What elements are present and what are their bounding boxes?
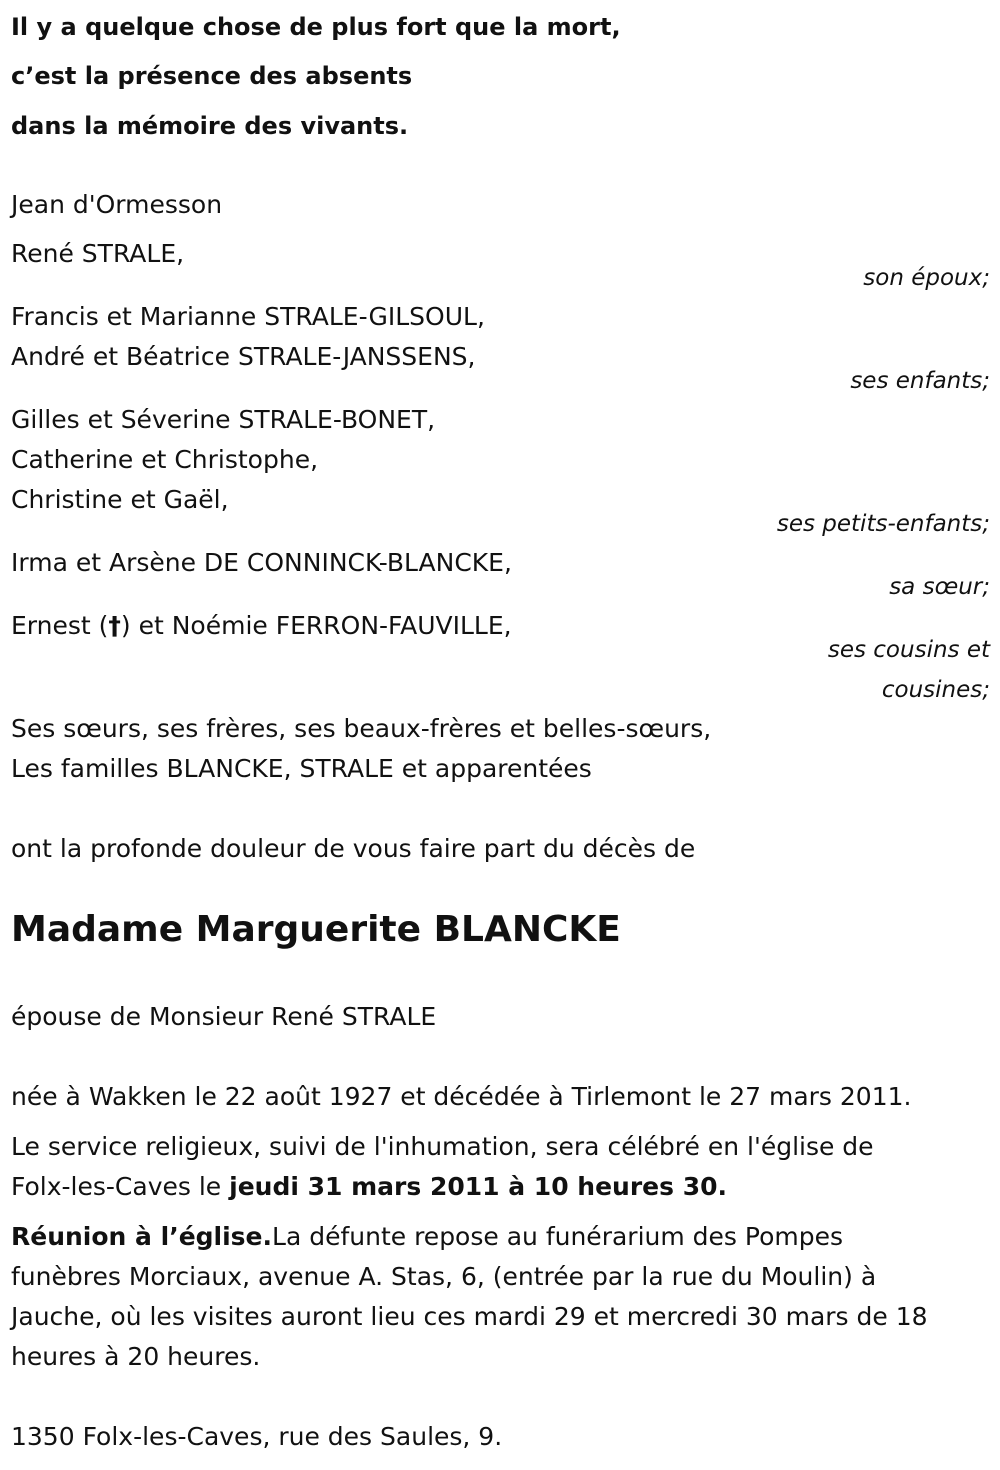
quote-line-2: c’est la présence des absents	[11, 62, 413, 90]
visit-lead: Réunion à l’église.	[11, 1222, 273, 1251]
sister-name: Irma et Arsène DE CONNINCK-BLANCKE,	[11, 548, 512, 577]
service-line-2	[11, 1172, 727, 1202]
visit-line-4: heures à 20 heures.	[11, 1342, 261, 1371]
other-relatives-line-2: Les familles BLANCKE, STRALE et apparentées	[11, 754, 592, 783]
husband-name: René STRALE,	[11, 239, 185, 268]
quote-author: Jean d'Ormesson	[11, 190, 223, 219]
cousins-relation-line-2: cousines;	[881, 677, 990, 703]
deceased-name: Madame Marguerite BLANCKE	[11, 909, 621, 950]
cousins-name-before: Ernest (	[11, 611, 109, 640]
cross-symbol: †	[108, 611, 121, 640]
cousins-name	[11, 611, 512, 641]
quote-line-1: Il y a quelque chose de plus fort que la mort,	[11, 13, 621, 41]
grandchild-name-3: Christine et Gaël,	[11, 485, 229, 514]
deceased-dates: née à Wakken le 22 août 1927 et décédée à Tirlemont le 27 mars 2011.	[11, 1082, 912, 1111]
service-line-1: Le service religieux, suivi de l'inhumation, sera célébré en l'église de	[11, 1132, 874, 1161]
deceased-spouse: épouse de Monsieur René STRALE	[11, 1002, 437, 1031]
visit-line-3: Jauche, où les visites auront lieu ces mardi 29 et mercredi 30 mars de 18	[11, 1302, 928, 1331]
visit-line-2: funèbres Morciaux, avenue A. Stas, 6, (entrée par la rue du Moulin) à	[11, 1262, 877, 1291]
address: 1350 Folx-les-Caves, rue des Saules, 9.	[11, 1422, 503, 1451]
husband-relation: son époux;	[863, 265, 990, 291]
grandchild-name-2: Catherine et Christophe,	[11, 445, 319, 474]
service-datetime: jeudi 31 mars 2011 à 10 heures 30.	[229, 1172, 728, 1201]
cousins-relation-line-1: ses cousins et	[827, 637, 990, 663]
children-relation: ses enfants;	[850, 368, 990, 394]
visit-line-1	[11, 1222, 843, 1252]
grandchild-name-1: Gilles et Séverine STRALE-BONET,	[11, 405, 436, 434]
quote-line-3: dans la mémoire des vivants.	[11, 112, 409, 140]
other-relatives-line-1: Ses sœurs, ses frères, ses beaux-frères et belles-sœurs,	[11, 714, 712, 743]
child-name-1: Francis et Marianne STRALE-GILSOUL,	[11, 302, 485, 331]
child-name-2: André et Béatrice STRALE-JANSSENS,	[11, 342, 476, 371]
service-place: Folx-les-Caves le	[11, 1172, 230, 1201]
sister-relation: sa sœur;	[889, 574, 990, 600]
announcement: ont la profonde douleur de vous faire part du décès de	[11, 834, 696, 863]
cousins-name-after: ) et Noémie FERRON-FAUVILLE,	[120, 611, 512, 640]
visit-line-1-rest: La défunte repose au funérarium des Pompes	[272, 1222, 843, 1251]
grandchildren-relation: ses petits-enfants;	[776, 511, 990, 537]
